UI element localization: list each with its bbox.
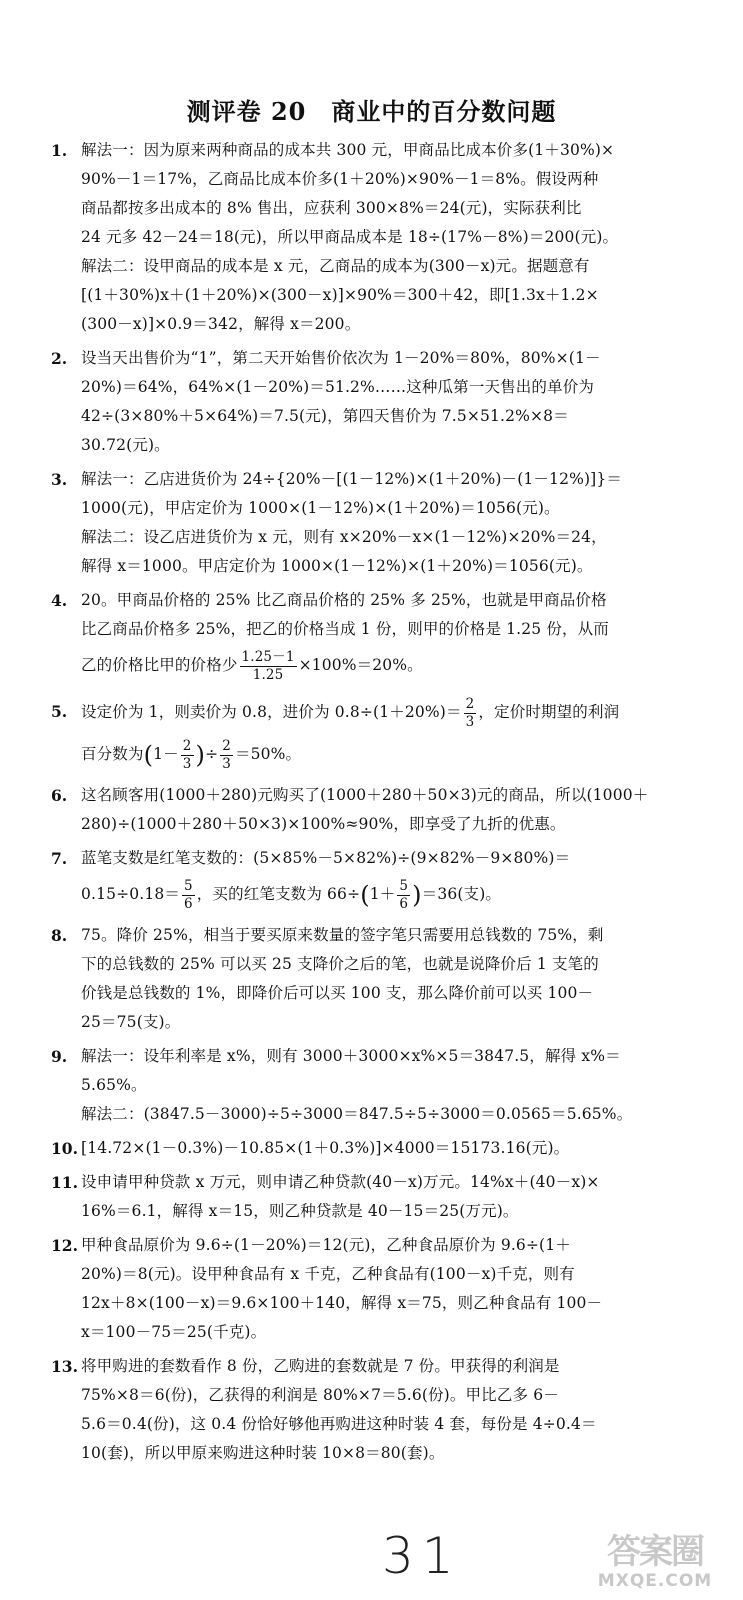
left-paren: ( (143, 741, 154, 769)
answer-item-11 (48, 1168, 718, 1226)
handwritten-page-number: 31 (382, 1527, 462, 1585)
text-segment: ，买的红笔支数为 66÷ (196, 885, 361, 903)
fraction-numerator: 5 (399, 877, 409, 894)
answer-line: 5.65%。 (81, 1076, 147, 1094)
text-segment: 百分数为 (81, 745, 144, 763)
answer-line: 设当天出售价为“1”，第二天开始售价依次为 1－20%＝80%，80%×(1－ (81, 349, 601, 367)
answer-line: 比乙商品价格多 25%，把乙的价格当成 1 份，则甲的价格是 1.25 份，从而 (81, 620, 609, 638)
text-segment: ÷ (205, 745, 219, 763)
answer-line: x＝100－75＝25(千克)。 (81, 1323, 267, 1341)
answer-line: 16%＝6.1，解得 x＝15，则乙种贷款是 40－15＝25(万元)。 (81, 1202, 519, 1220)
answer-line-with-fraction (81, 644, 718, 686)
answer-line: 这名顾客用(1000＋280)元购买了(1000＋280＋50×3)元的商品，所以(1000＋ (81, 786, 649, 804)
text-segment: 1＋ (369, 885, 396, 903)
answer-line: 75%×8＝6(份)，乙获得的利润是 80%×7＝5.6(份)。甲比乙多 6－ (81, 1386, 559, 1404)
item-number: 9. (51, 1047, 68, 1066)
answer-line: [14.72×(1－0.3%)－10.85×(1＋0.3%)]×4000＝15173.16(元)。 (81, 1139, 570, 1157)
watermark-logo: 答案圈 (607, 1532, 703, 1572)
answer-line: 解法一：因为原来两种商品的成本共 300 元，甲商品比成本价多(1＋30%)× (81, 141, 615, 159)
item-number: 8. (51, 926, 68, 945)
text-segment: ×100%＝20%。 (298, 656, 423, 674)
fraction-numerator: 5 (184, 877, 193, 894)
fraction-numerator: 2 (465, 695, 475, 712)
answer-line: 将甲购进的套数看作 8 份，乙购进的套数就是 7 份。甲获得的利润是 (81, 1357, 560, 1375)
item-number: 10. (51, 1139, 78, 1158)
answer-line-with-fraction (81, 733, 718, 776)
fraction-denominator: 3 (222, 755, 231, 772)
fraction-denominator: 6 (184, 895, 193, 912)
fraction (182, 878, 195, 913)
answer-item-3 (48, 465, 718, 581)
watermark-url: MXQE.COM (597, 1571, 713, 1591)
answer-line: 42÷(3×80%＋5×64%)＝7.5(元)，第四天售价为 7.5×51.2%×8＝ (81, 407, 569, 425)
fraction (181, 738, 194, 773)
answer-line: 10(套)，所以甲原来购进这种时装 10×8＝80(套)。 (81, 1444, 445, 1462)
text-segment: 1－ (153, 745, 179, 763)
answer-line: 解法一：乙店进货价为 24÷{20%－[(1－12%)×(1＋20%)－(1－12%)]}＝ (81, 470, 623, 488)
answer-line: 解法二：(3847.5－3000)÷5÷3000＝847.5÷5÷3000＝0.0565＝5.65%。 (81, 1105, 633, 1123)
answer-item-13 (48, 1352, 718, 1468)
answer-line: 5.6＝0.4(份)，这 0.4 份恰好够他再购进这种时装 4 套，每份是 4÷0.4＝ (81, 1415, 597, 1433)
answer-line: 蓝笔支数是红笔支数的：(5×85%－5×82%)÷(9×82%－9×80%)＝ (81, 849, 571, 867)
answer-line-with-fraction (81, 691, 718, 733)
answer-line: 价钱是总钱数的 1%，即降价后可以买 100 支，那么降价前可以买 100－ (81, 984, 594, 1002)
text-segment: ＝50%。 (234, 745, 302, 763)
answer-line-with-fraction (81, 873, 718, 916)
item-number: 13. (51, 1357, 78, 1376)
answer-line: 24 元多 42－24＝18(元)，所以甲商品成本是 18÷(17%－8%)＝200(元)。 (81, 228, 619, 246)
answer-line: (300－x)]×0.9＝342，解得 x＝200。 (81, 315, 361, 333)
left-paren: ( (360, 881, 370, 909)
fraction-denominator: 6 (399, 895, 409, 912)
answer-line: 20。甲商品价格的 25% 比乙商品价格的 25% 多 25%，也就是甲商品价格 (81, 591, 607, 609)
answer-line: 甲种食品原价为 9.6÷(1－20%)＝12(元)，乙种食品原价为 9.6÷(1＋ (81, 1236, 571, 1254)
answer-item-7 (48, 844, 718, 916)
answer-item-2 (48, 344, 718, 460)
fraction (220, 738, 233, 773)
answer-line: 25＝75(支)。 (81, 1013, 181, 1031)
answer-line: 280)÷(1000＋280＋50×3)×100%≈90%，即享受了九折的优惠。 (81, 815, 566, 833)
fraction-denominator: 1.25 (252, 666, 284, 683)
answer-line: 1000(元)，甲店定价为 1000×(1－12%)×(1＋20%)＝1056(元)。 (81, 499, 560, 517)
answer-item-5 (48, 691, 718, 776)
fraction-numerator: 2 (182, 737, 192, 754)
fraction (240, 649, 297, 684)
text-segment: ，定价时期望的利润 (478, 703, 620, 721)
answer-line: 20%)＝64%，64%×(1－20%)＝51.2%……这种瓜第一天售出的单价为 (81, 378, 595, 396)
text-segment: ＝36(支)。 (421, 885, 502, 903)
answer-item-4 (48, 586, 718, 686)
answer-line: 解得 x＝1000。甲店定价为 1000×(1－12%)×(1＋20%)＝1056(元)。 (81, 557, 593, 575)
text-segment: 乙的价格比甲的价格少 (81, 656, 238, 674)
fraction-denominator: 3 (182, 755, 192, 772)
item-number: 7. (51, 849, 68, 868)
answer-line: 30.72(元)。 (81, 436, 170, 454)
answer-line: 12x＋8×(100－x)＝9.6×100＋140，解得 x＝75，则乙种食品有 100－ (81, 1294, 603, 1312)
item-number: 1. (51, 141, 68, 160)
answer-item-8 (48, 921, 718, 1037)
answer-line: 解法二：设乙店进货价为 x 元，则有 x×20%－x×(1－12%)×20%＝24， (81, 528, 607, 546)
item-number: 12. (51, 1236, 78, 1255)
answer-line: 设申请甲种贷款 x 万元，则申请乙种贷款(40－x)万元。14%x＋(40－x)× (81, 1173, 600, 1191)
answer-line: 解法二：设甲商品的成本是 x 元，乙商品的成本为(300－x)元。据题意有 (81, 257, 590, 275)
fraction (464, 696, 477, 731)
fraction-numerator: 1.25－1 (241, 648, 295, 665)
answer-item-1 (48, 136, 718, 339)
answer-line: 20%)＝8(元)。设甲种食品有 x 千克，乙种食品有(100－x)千克，则有 (81, 1265, 575, 1283)
answer-item-6 (48, 781, 718, 839)
item-number: 5. (51, 702, 68, 721)
site-watermark (570, 1533, 740, 1595)
text-segment: 设定价为 1，则卖价为 0.8，进价为 0.8÷(1＋20%)＝ (81, 703, 462, 721)
answer-line: 解法一：设年利率是 x%，则有 3000＋3000×x%×5＝3847.5，解得 x%＝ (81, 1047, 621, 1065)
page-title: 测评卷 20 商业中的百分数问题 (186, 97, 557, 126)
text-segment: 0.15÷0.18＝ (81, 885, 181, 903)
answer-line: [(1＋30%)x＋(1＋20%)×(300－x)]×90%＝300＋42，即[1.3x＋1.2× (81, 286, 599, 304)
right-paren: ) (195, 741, 206, 769)
answer-line: 90%－1＝17%，乙商品比成本价多(1＋20%)×90%－1＝8%。假设两种 (81, 170, 599, 188)
fraction-numerator: 2 (222, 737, 231, 754)
fraction (397, 878, 410, 913)
answer-item-10 (48, 1134, 718, 1163)
answer-line: 75。降价 25%，相当于要买原来数量的签字笔只需要用总钱数的 75%，剩 (81, 926, 604, 944)
item-number: 2. (51, 349, 68, 368)
answer-list (48, 136, 718, 1473)
item-number: 3. (51, 470, 68, 489)
answer-item-9 (48, 1042, 718, 1129)
answer-line: 下的总钱数的 25% 可以买 25 支降价之后的笔，也就是说降价后 1 支笔的 (81, 955, 599, 973)
fraction-denominator: 3 (465, 713, 475, 730)
answer-line: 商品都按多出成本的 8% 售出，应获利 300×8%＝24(元)，实际获利比 (81, 199, 582, 217)
answer-item-12 (48, 1231, 718, 1347)
item-number: 4. (51, 591, 68, 610)
right-paren: ) (412, 881, 422, 909)
item-number: 6. (51, 786, 68, 805)
item-number: 11. (51, 1173, 78, 1192)
